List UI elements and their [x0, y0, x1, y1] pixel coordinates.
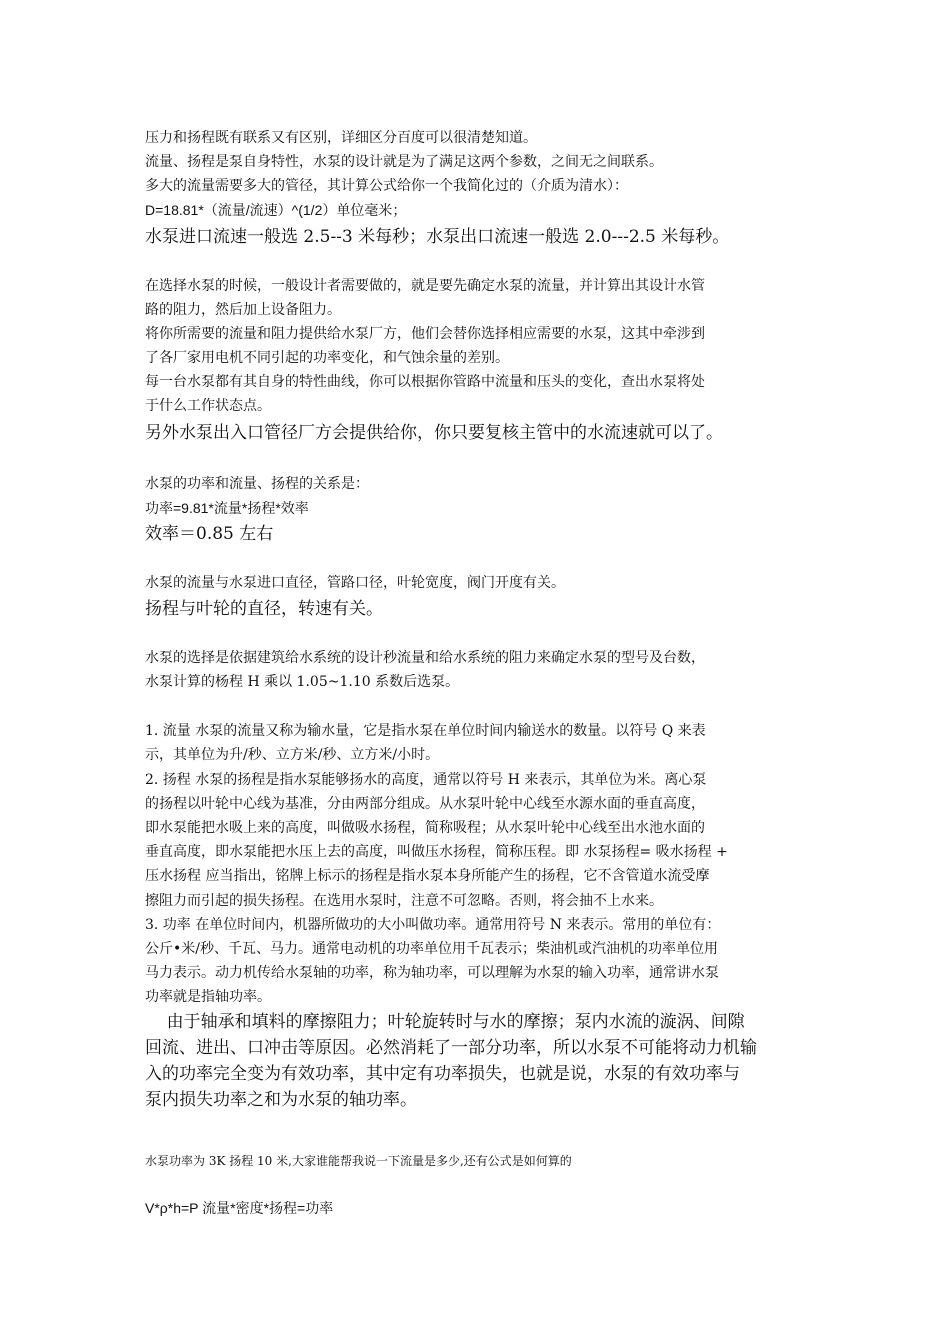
- text-line: 效率＝0.85 左右: [145, 524, 274, 544]
- text-line: 1. 流量 水泵的流量又称为输水量，它是指水泵在单位时间内输送水的数量。以符号 Q 来表: [145, 723, 706, 739]
- text-line: 水泵的选择是依据建筑给水系统的设计秒流量和给水系统的阻力来确定水泵的型号及台数，: [145, 650, 705, 666]
- text-line: 于什么工作状态点。: [145, 398, 271, 414]
- text-line: 路的阻力，然后加上设备阻力。: [145, 302, 341, 318]
- formula-line: D=18.81*（流量/流速）^(1/2）单位毫米；: [145, 202, 407, 218]
- formula-line: 功率=9.81*流量*扬程*效率: [145, 500, 309, 516]
- text-line: 压水扬程 应当指出，铭牌上标示的扬程是指水泵本身所能产生的扬程，它不含管道水流受摩: [145, 868, 710, 884]
- text-line: 将你所需要的流量和阻力提供给水泵厂方，他们会替你选择相应需要的水泵，这其中牵涉到: [145, 326, 705, 342]
- text-line: 示，其单位为升/秒、立方米/秒、立方米/小时。: [145, 747, 440, 763]
- text-line: 扬程与叶轮的直径，转速有关。: [145, 599, 383, 619]
- text-line: 马力表示。动力机传给水泵轴的功率，称为轴功率，可以理解为水泵的输入功率，通常讲水泵: [145, 965, 719, 981]
- text-line: 水泵的功率和流量、扬程的关系是：: [145, 476, 369, 492]
- text-line: 压力和扬程既有联系又有区别，详细区分百度可以很清楚知道。: [145, 130, 537, 146]
- text-line: 功率就是指轴功率。: [145, 989, 271, 1005]
- text-line: 水泵功率为 3K 扬程 10 米,大家谁能帮我说一下流量是多少,还有公式是如何算的: [145, 1154, 572, 1168]
- text-line: 垂直高度，即水泵能把水压上去的高度，叫做压水扬程，简称压程。即 水泵扬程= 吸水扬程 +: [145, 844, 728, 860]
- text-line: 流量、扬程是泵自身特性，水泵的设计就是为了满足这两个参数，之间无之间联系。: [145, 154, 663, 170]
- text-line: 擦阻力而引起的损失扬程。在选用水泵时，注意不可忽略。否则，将会抽不上水来。: [145, 893, 663, 909]
- text-line: 水泵进口流速一般选 2.5--3 米每秒；水泵出口流速一般选 2.0---2.5 米每秒。: [145, 227, 730, 247]
- text-line: 每一台水泵都有其自身的特性曲线，你可以根据你管路中流量和压头的变化，查出水泵将处: [145, 374, 705, 390]
- text-line: 由于轴承和填料的摩擦阻力；叶轮旋转时与水的摩擦；泵内水流的漩涡、间隙: [145, 1012, 745, 1032]
- text-line: 多大的流量需要多大的管径，其计算公式给你一个我简化过的（介质为清水）：: [145, 178, 628, 194]
- text-line: 公斤•米/秒、千瓦、马力。通常电动机的功率单位用千瓦表示；柴油机或汽油机的功率单位用: [145, 941, 718, 957]
- text-line: 的扬程以叶轮中心线为基准，分由两部分组成。从水泵叶轮中心线至水源水面的垂直高度，: [145, 796, 705, 812]
- text-line: 3. 功率 在单位时间内，机器所做功的大小叫做功率。通常用符号 N 来表示。常用的单位有：: [145, 917, 721, 933]
- text-line: 了各厂家用电机不同引起的功率变化，和气蚀余量的差别。: [145, 350, 509, 366]
- text-line: 入的功率完全变为有效功率，其中定有功率损失，也就是说，水泵的有效功率与: [145, 1064, 740, 1084]
- text-line: 即水泵能把水吸上来的高度，叫做吸水扬程，简称吸程；从水泵叶轮中心线至出水池水面的: [145, 820, 705, 836]
- text-line: 水泵计算的杨程 H 乘以 1.05~1.10 系数后选泵。: [145, 674, 460, 690]
- text-line: 另外水泵出入口管径厂方会提供给你，你只要复核主管中的水流速就可以了。: [145, 423, 723, 443]
- text-line: 泵内损失功率之和为水泵的轴功率。: [145, 1090, 417, 1110]
- text-line: 回流、进出、口冲击等原因。必然消耗了一部分功率，所以水泵不可能将动力机输: [145, 1038, 757, 1058]
- text-line: 水泵的流量与水泵进口直径，管路口径，叶轮宽度，阀门开度有关。: [145, 575, 565, 591]
- text-line: 2. 扬程 水泵的扬程是指水泵能够扬水的高度，通常以符号 H 来表示，其单位为米。离心泵: [145, 772, 707, 788]
- formula-line: V*ρ*h=P 流量*密度*扬程=功率: [145, 1200, 334, 1216]
- text-line: 在选择水泵的时候，一般设计者需要做的，就是要先确定水泵的流量，并计算出其设计水管: [145, 278, 705, 294]
